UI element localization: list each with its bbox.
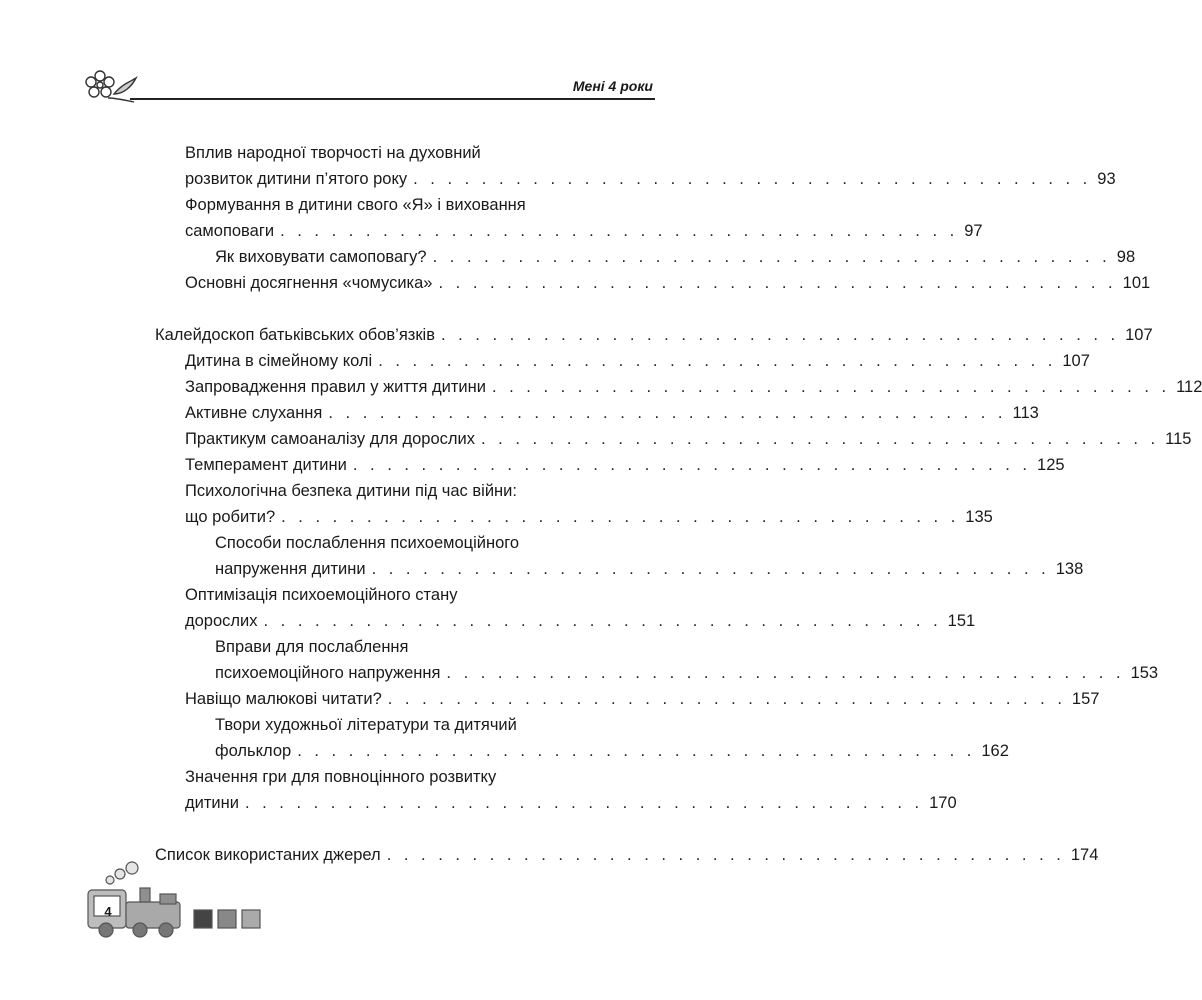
toc-page-number: 125 [1037,456,1065,474]
dot-leader: . . . . . . . . . . . . . . . . . . . . . . . . . . . . . . . . . . . . . . . . [491,378,1171,396]
toc-entry [155,478,605,504]
dot-leader: . . . . . . . . . . . . . . . . . . . . . . . . . . . . . . . . . . . . . . . . [280,222,959,240]
page-number: 4 [104,904,112,919]
toc-entry [155,608,976,634]
toc-entry-title: Психологічна безпека дитини під час війни: [185,482,517,500]
toc-entry-title: дитини [185,794,239,812]
toc-entry [155,426,1192,452]
dot-leader: . . . . . . . . . . . . . . . . . . . . . . . . . . . . . . . . . . . . . . . . [378,352,1057,370]
toc-entry [155,322,1153,348]
dot-leader: . . . . . . . . . . . . . . . . . . . . . . . . . . . . . . . . . . . . . . . . [244,794,924,812]
toc-entry [155,530,605,556]
toc-page-number: 112 [1176,378,1202,396]
toc-page-number: 174 [1070,846,1099,864]
toc-page-number: 157 [1071,690,1100,708]
flower-icon [78,64,138,104]
toc-entry [155,504,993,530]
toc-entry [155,634,605,660]
dot-leader: . . . . . . . . . . . . . . . . . . . . . . . . . . . . . . . . . . . . . . . . [297,742,976,760]
toc-page-number: 162 [981,742,1009,760]
toc-page-number: 153 [1130,664,1159,682]
toc-entry [155,244,1136,270]
toc-page-number: 113 [1012,404,1039,422]
toc-entry-title: Активне слухання [185,404,323,422]
toc-entry-title: дорослих [185,612,258,630]
toc-entry [155,218,983,244]
toc-entry-title: Вплив народної творчості на духовний [185,144,481,162]
toc-entry [155,140,605,166]
toc-entry [155,374,1202,400]
toc-page-number: 138 [1055,560,1084,578]
header-rule [130,98,655,100]
toc-entry [155,192,605,218]
toc-entry [155,556,1084,582]
dot-leader: . . . . . . . . . . . . . . . . . . . . . . . . . . . . . . . . . . . . . . . . [352,456,1032,474]
toc-page-number: 151 [947,612,976,630]
toc-entry-title: Список використаних джерел [155,846,381,864]
toc-page-number: 101 [1122,274,1151,292]
toc-page-number: 93 [1097,170,1116,188]
toc-entry [155,582,605,608]
toc-entry-title: Способи послаблення психоемоційного [215,534,520,552]
toc-entry [155,166,1116,192]
dot-leader: . . . . . . . . . . . . . . . . . . . . . . . . . . . . . . . . . . . . . . . . [387,690,1066,708]
toc-entry [155,790,957,816]
toc-entry [155,400,1039,426]
dot-leader: . . . . . . . . . . . . . . . . . . . . . . . . . . . . . . . . . . . . . . . . [440,326,1120,344]
train-icon [82,860,282,940]
toc-entry [155,712,605,738]
toc-entry-title: Оптимізація психоемоційного стану [185,586,458,604]
toc-page-number: 107 [1125,326,1153,344]
toc-entry-title: Основні досягнення «чомусика» [185,274,433,292]
toc-page-number: 170 [929,794,957,812]
toc-entry-title: Запровадження правил у життя дитини [185,378,486,396]
toc-entry-title: Темперамент дитини [185,456,347,474]
toc-entry [155,738,1009,764]
toc-entry-title: Значення гри для повноцінного розвитку [185,768,497,786]
running-title: Мені 4 роки [572,78,653,94]
toc-entry-title: фольклор [215,742,292,760]
page-footer [82,860,282,940]
toc-entry-title: що робити? [185,508,276,526]
toc-entry-title: напруження дитини [215,560,366,578]
toc-page-number: 135 [965,508,993,526]
dot-leader: . . . . . . . . . . . . . . . . . . . . . . . . . . . . . . . . . . . . . . . . [413,170,1092,188]
toc-entry-title: Формування в дитини свого «Я» і виховання [185,196,526,214]
dot-leader: . . . . . . . . . . . . . . . . . . . . . . . . . . . . . . . . . . . . . . . . [446,664,1125,682]
toc-entry [155,348,1090,374]
toc-page-number: 97 [964,222,983,240]
toc-entry [155,452,1065,478]
toc-entry-title: Дитина в сімейному колі [185,352,373,370]
toc-entry-title: Навіщо малюкові читати? [185,690,382,708]
toc-entry [155,270,1151,296]
dot-leader: . . . . . . . . . . . . . . . . . . . . . . . . . . . . . . . . . . . . . . . . [371,560,1050,578]
toc-entry-title: Твори художньої літератури та дитячий [215,716,517,734]
toc-entry-title: Як виховувати самоповагу? [215,248,427,266]
dot-leader: . . . . . . . . . . . . . . . . . . . . . . . . . . . . . . . . . . . . . . . . [480,430,1160,448]
page-header [78,60,655,106]
toc-entry-title: Калейдоскоп батьківських обов’язків [155,326,435,344]
toc-entry [155,686,1100,712]
toc-entry-title: Вправи для послаблення [215,638,409,656]
dot-leader: . . . . . . . . . . . . . . . . . . . . . . . . . . . . . . . . . . . . . . . . [281,508,960,526]
toc-page-number: 107 [1062,352,1090,370]
toc-entry-title: Практикум самоаналізу для дорослих [185,430,475,448]
dot-leader: . . . . . . . . . . . . . . . . . . . . . . . . . . . . . . . . . . . . . . . . [328,404,1007,422]
toc-entry-title: самоповаги [185,222,275,240]
toc-entry-title: розвиток дитини п’ятого року [185,170,408,188]
toc-entry-title: психоемоційного напруження [215,664,441,682]
toc-entry [155,660,1159,686]
toc-entry [155,764,605,790]
toc-page-number: 115 [1165,430,1192,448]
toc-page-number: 98 [1116,248,1136,266]
dot-leader: . . . . . . . . . . . . . . . . . . . . . . . . . . . . . . . . . . . . . . . . [432,248,1111,266]
dot-leader: . . . . . . . . . . . . . . . . . . . . . . . . . . . . . . . . . . . . . . . . [438,274,1117,292]
dot-leader: . . . . . . . . . . . . . . . . . . . . . . . . . . . . . . . . . . . . . . . . [386,846,1065,864]
dot-leader: . . . . . . . . . . . . . . . . . . . . . . . . . . . . . . . . . . . . . . . . [263,612,942,630]
